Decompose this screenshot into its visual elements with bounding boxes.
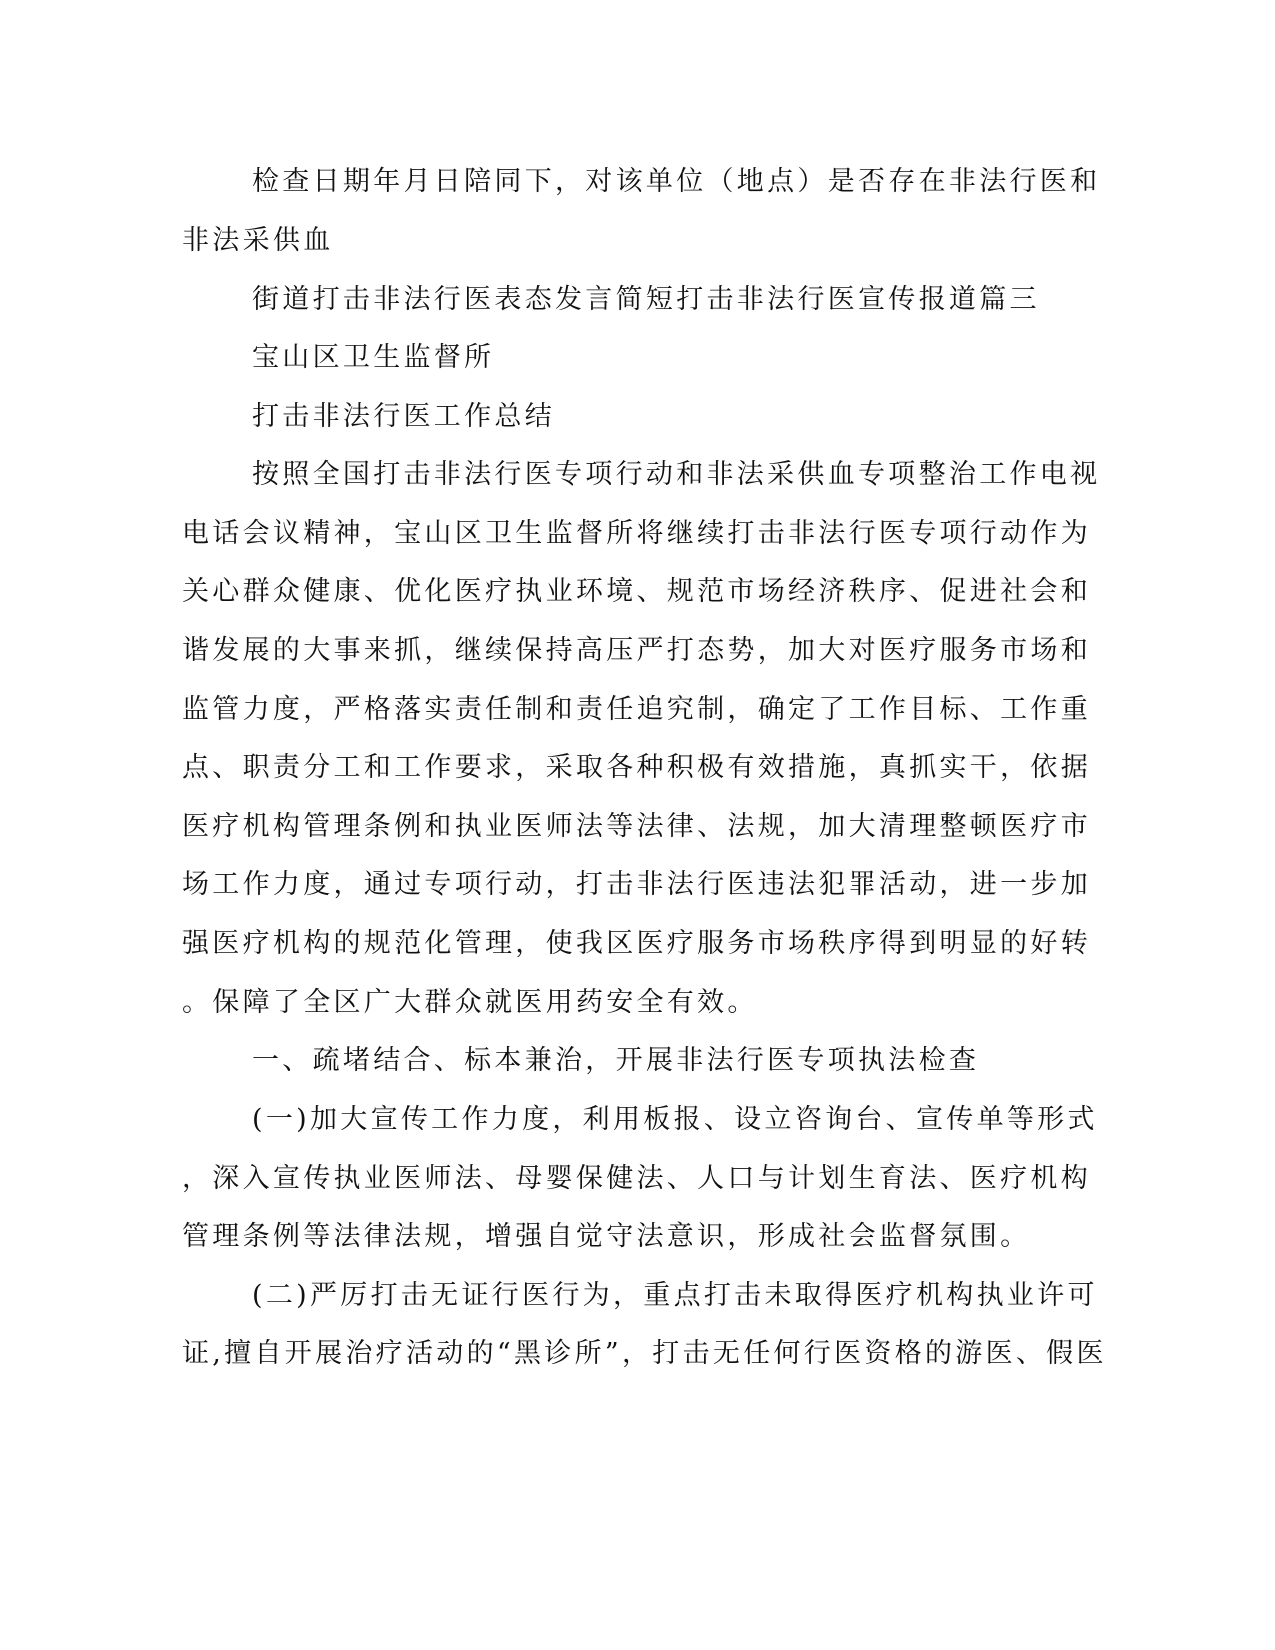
paragraph-line: 医疗机构管理条例和执业医师法等法律、法规，加大清理整顿医疗市 [182, 811, 1091, 842]
section-heading: 一、疏堵结合、标本兼治，开展非法行医专项执法检查 [252, 1045, 980, 1076]
paragraph-line: 按照全国打击非法行医专项行动和非法采供血专项整治工作电视 [252, 459, 1101, 490]
paragraph-line: 关心群众健康、优化医疗执业环境、规范市场经济秩序、促进社会和 [182, 576, 1091, 607]
section-heading: 街道打击非法行医表态发言简短打击非法行医宣传报道篇三 [252, 284, 1040, 315]
organization-name: 宝山区卫生监督所 [252, 342, 495, 373]
paragraph-line: 监管力度，严格落实责任制和责任追究制，确定了工作目标、工作重 [182, 694, 1091, 725]
paragraph-line: (一)加大宣传工作力度，利用板报、设立咨询台、宣传单等形式 [252, 1104, 1098, 1135]
document-title: 打击非法行医工作总结 [252, 401, 555, 432]
paragraph-line: 电话会议精神，宝山区卫生监督所将继续打击非法行医专项行动作为 [182, 518, 1091, 549]
paragraph-line: 检查日期年月日陪同下，对该单位（地点）是否存在非法行医和 [252, 166, 1101, 197]
paragraph-line: 点、职责分工和工作要求，采取各种积极有效措施，真抓实干，依据 [182, 752, 1091, 783]
paragraph-line: 证,擅自开展治疗活动的“黑诊所”，打击无任何行医资格的游医、假医 [182, 1338, 1107, 1369]
paragraph-line: 谐发展的大事来抓，继续保持高压严打态势，加大对医疗服务市场和 [182, 635, 1091, 666]
paragraph-line: 管理条例等法律法规，增强自觉守法意识，形成社会监督氛围。 [182, 1221, 1031, 1252]
paragraph-line: 强医疗机构的规范化管理，使我区医疗服务市场秩序得到明显的好转 [182, 928, 1091, 959]
paragraph-line: (二)严厉打击无证行医行为，重点打击未取得医疗机构执业许可 [252, 1280, 1098, 1311]
paragraph-line: 非法采供血 [182, 225, 334, 256]
paragraph-line: ，深入宣传执业医师法、母婴保健法、人口与计划生育法、医疗机构 [182, 1163, 1091, 1194]
paragraph-line: 场工作力度，通过专项行动，打击非法行医违法犯罪活动，进一步加 [182, 869, 1091, 900]
paragraph-line: 。保障了全区广大群众就医用药安全有效。 [182, 987, 758, 1018]
